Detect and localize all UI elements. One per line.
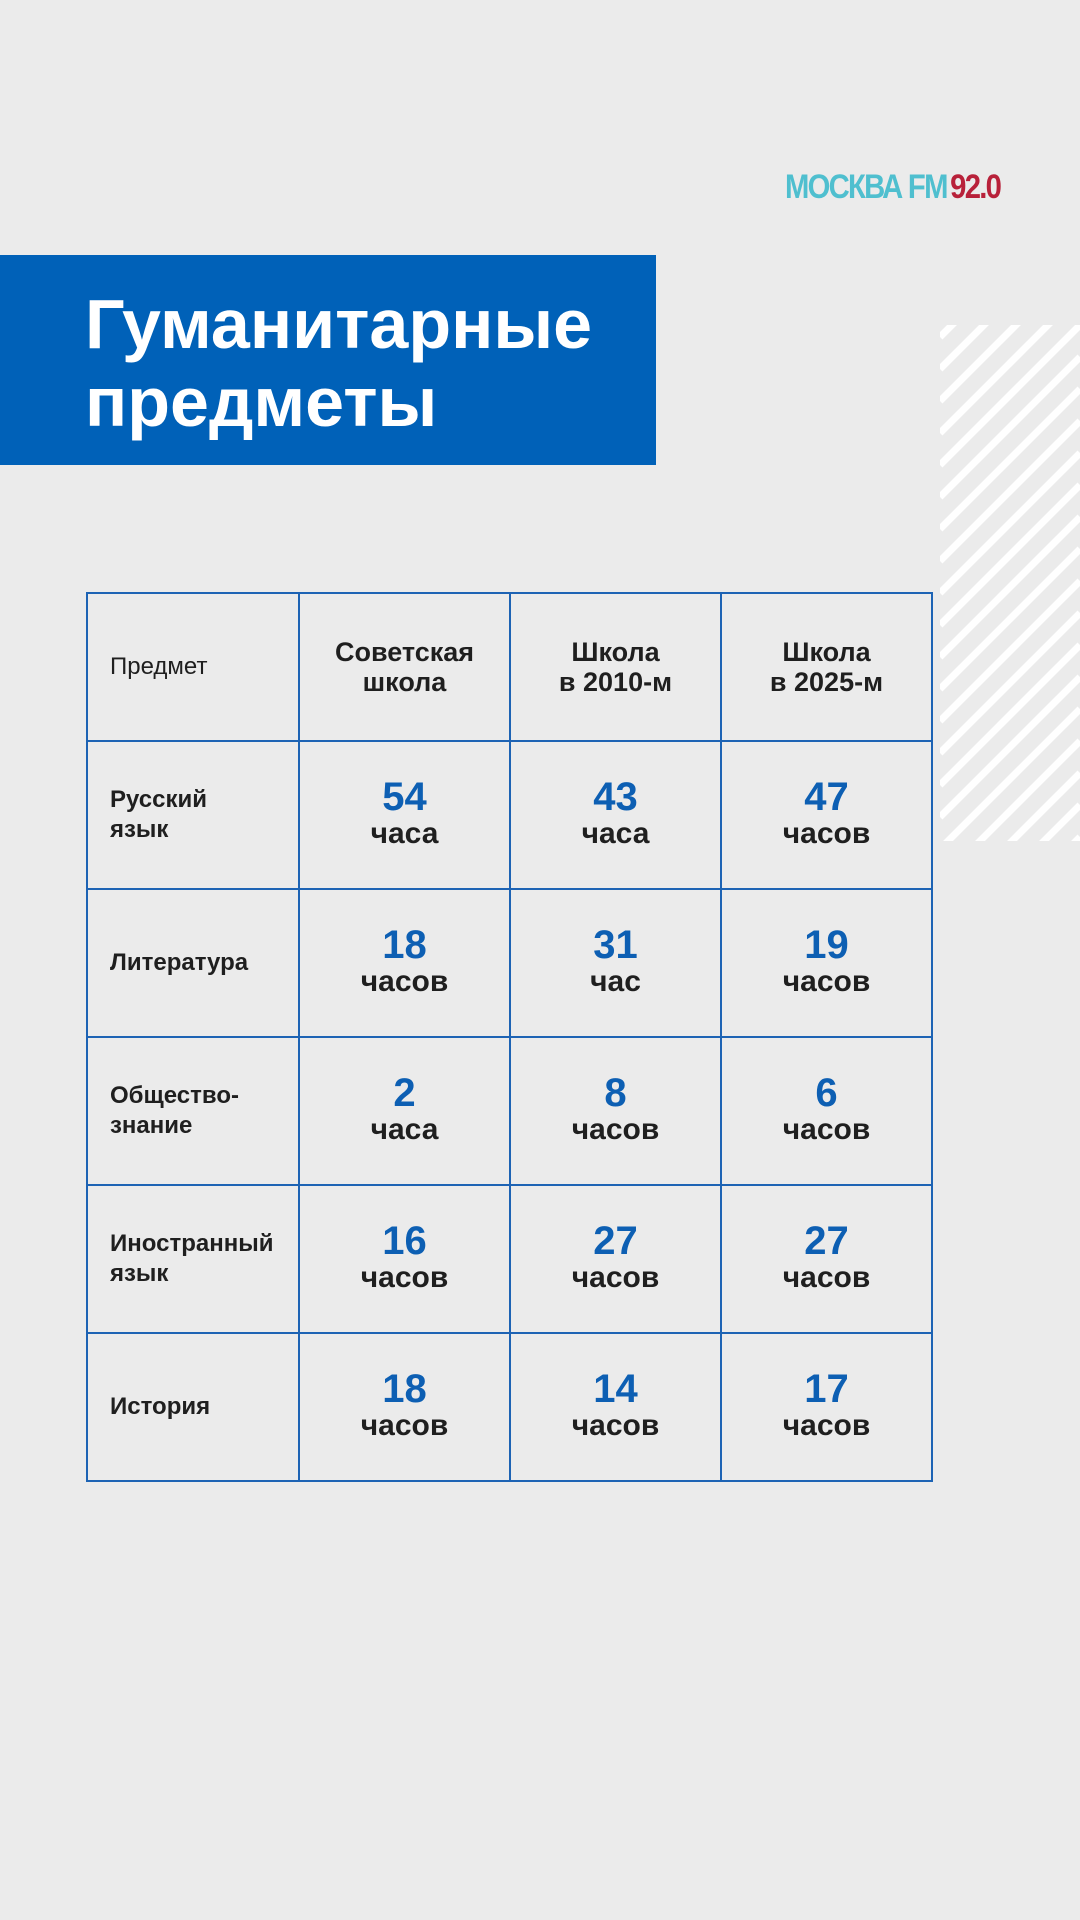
value-cell — [721, 1333, 932, 1481]
hours-number: 17 — [804, 1367, 849, 1411]
value-cell — [299, 889, 510, 1037]
subject-cell — [87, 1333, 299, 1481]
table-row — [87, 889, 932, 1037]
hours-number: 8 — [604, 1071, 627, 1115]
hours-unit: часа — [581, 817, 650, 850]
decorative-stripes — [940, 325, 1080, 841]
hours-unit: часов — [360, 1409, 449, 1442]
hours-unit: часов — [360, 1261, 449, 1294]
hours-unit: часов — [782, 1113, 871, 1146]
value-cell — [721, 889, 932, 1037]
value-cell — [299, 741, 510, 889]
hours-number: 31 — [593, 923, 638, 967]
subject-cell — [87, 1185, 299, 1333]
table-row — [87, 1037, 932, 1185]
hours-number: 18 — [382, 923, 427, 967]
subject-line: История — [110, 1393, 211, 1420]
page-title-line-1: Гуманитарные — [85, 285, 593, 363]
hours-number: 16 — [382, 1219, 427, 1263]
hours-number: 6 — [815, 1071, 838, 1115]
hours-number: 47 — [804, 775, 849, 819]
hours-unit: часов — [782, 817, 871, 850]
subject-line: язык — [110, 1260, 169, 1287]
hours-unit: часов — [571, 1409, 660, 1442]
hours-number: 27 — [593, 1219, 638, 1263]
subject-cell — [87, 1037, 299, 1185]
header-subject: Предмет — [87, 593, 299, 741]
header-line: школа — [362, 667, 447, 697]
subject-line: язык — [110, 816, 169, 843]
hours-unit: часов — [782, 1261, 871, 1294]
value-cell — [510, 1037, 721, 1185]
hours-unit: час — [590, 965, 641, 998]
logo-main-text: МОСКВА FM — [785, 167, 947, 206]
header-line: Школа — [782, 637, 871, 667]
logo-frequency: 92.0 — [950, 167, 1001, 206]
subject-line: Литература — [110, 949, 249, 976]
hours-unit: часов — [782, 1409, 871, 1442]
value-cell — [510, 741, 721, 889]
hours-number: 18 — [382, 1367, 427, 1411]
hours-number: 14 — [593, 1367, 638, 1411]
subject-cell — [87, 741, 299, 889]
header-line: Советская — [334, 637, 475, 667]
subject-cell — [87, 889, 299, 1037]
value-cell — [299, 1333, 510, 1481]
table-row — [87, 741, 932, 889]
hours-unit: часа — [370, 817, 439, 850]
value-cell — [299, 1185, 510, 1333]
table-header-row — [87, 593, 932, 741]
hours-number: 27 — [804, 1219, 849, 1263]
header-line: в 2010-м — [558, 667, 673, 697]
hours-unit: часов — [571, 1113, 660, 1146]
hours-unit: часа — [370, 1113, 439, 1146]
hours-number: 2 — [393, 1071, 416, 1115]
subject-line: знание — [110, 1112, 193, 1139]
title-band — [0, 255, 656, 465]
page-title-line-2: предметы — [85, 363, 438, 441]
value-cell — [299, 1037, 510, 1185]
header-line: в 2025-м — [769, 667, 884, 697]
hours-table — [86, 592, 933, 1482]
table-row — [87, 1333, 932, 1481]
value-cell — [510, 1185, 721, 1333]
hours-unit: часов — [571, 1261, 660, 1294]
page-title — [85, 285, 592, 441]
header-school-2025 — [721, 593, 932, 741]
hours-unit: часов — [782, 965, 871, 998]
hours-number: 19 — [804, 923, 849, 967]
header-soviet-school — [299, 593, 510, 741]
subject-line: Русский — [110, 786, 207, 813]
station-logo — [785, 165, 1000, 209]
header-school-2010 — [510, 593, 721, 741]
table-row — [87, 1185, 932, 1333]
value-cell — [721, 1037, 932, 1185]
hours-number: 43 — [593, 775, 638, 819]
value-cell — [721, 741, 932, 889]
value-cell — [510, 1333, 721, 1481]
hours-number: 54 — [382, 775, 427, 819]
subject-line: Иностранный — [110, 1230, 274, 1257]
value-cell — [510, 889, 721, 1037]
value-cell — [721, 1185, 932, 1333]
subject-line: Общество- — [110, 1082, 239, 1109]
hours-unit: часов — [360, 965, 449, 998]
header-line: Школа — [571, 637, 660, 667]
